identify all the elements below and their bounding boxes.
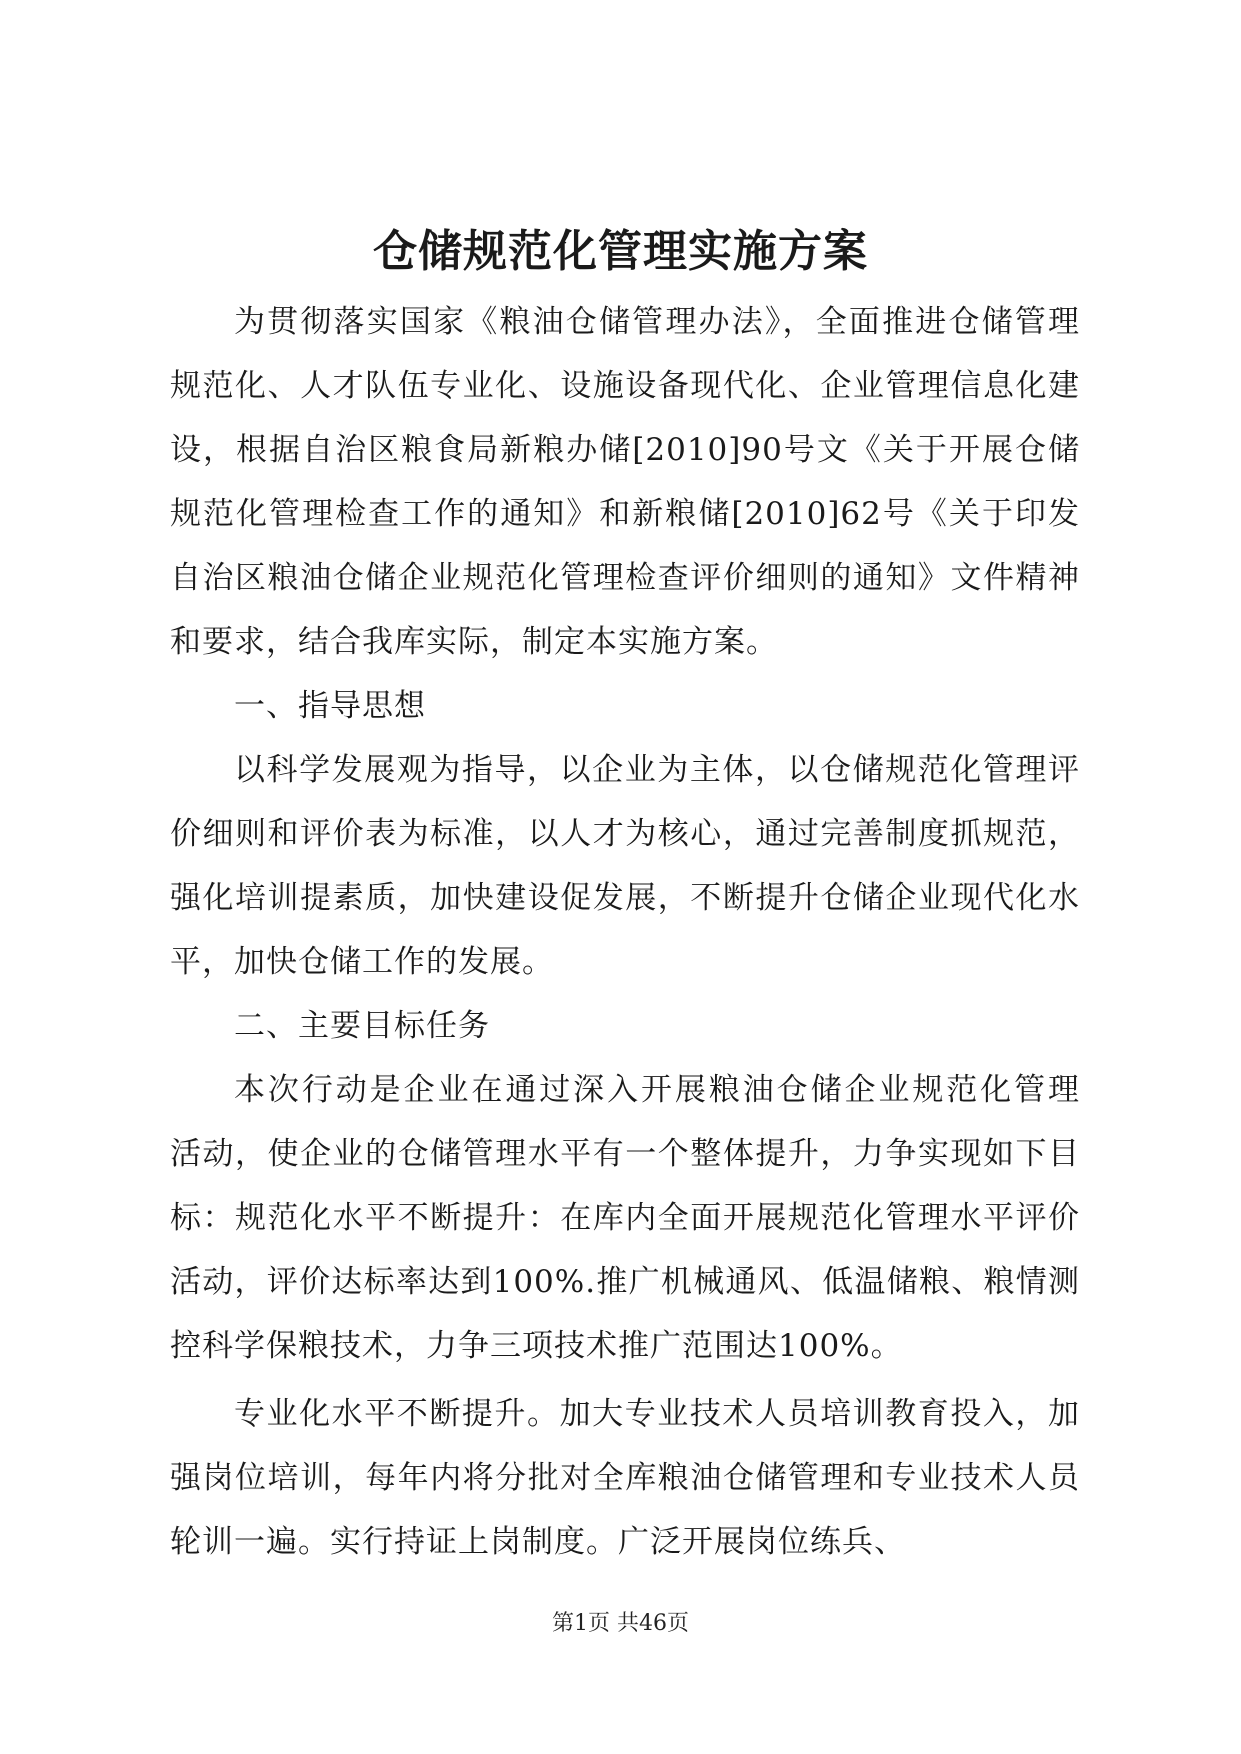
text-line: 专业化水平不断提升。加大专业技术人员培训教育投入，加: [234, 1396, 1080, 1432]
document-body: [170, 290, 1080, 1574]
text-line: 以科学发展观为指导，以企业为主体，以仓储规范化管理评: [234, 752, 1080, 788]
text-line: 本次行动是企业在通过深入开展粮油仓储企业规范化管理: [234, 1072, 1080, 1108]
text-line: 自治区粮油仓储企业规范化管理检查评价细则的通知》文件精神: [170, 560, 1080, 596]
page-number-footer: 第1页 共46页: [552, 1611, 689, 1636]
paragraph-main-goals: [170, 1058, 1080, 1378]
text-line: 和要求，结合我库实际，制定本实施方案。: [170, 624, 778, 660]
text-line: 平，加快仓储工作的发展。: [170, 944, 554, 980]
document-title: 仓储规范化管理实施方案: [373, 226, 868, 277]
text-line: 强化培训提素质，加快建设促发展，不断提升仓储企业现代化水: [170, 880, 1080, 916]
text-line: 为贯彻落实国家《粮油仓储管理办法》，全面推进仓储管理: [234, 304, 1080, 340]
paragraph-intro: [170, 290, 1080, 674]
text-line: 价细则和评价表为标准，以人才为核心，通过完善制度抓规范，: [170, 816, 1080, 852]
paragraph-guiding-thought: [170, 738, 1080, 994]
text-line: 规范化、人才队伍专业化、设施设备现代化、企业管理信息化建: [170, 368, 1080, 404]
section-heading-main-goals: 二、主要目标任务: [234, 1008, 490, 1044]
text-line: 标：规范化水平不断提升：在库内全面开展规范化管理水平评价: [170, 1200, 1080, 1236]
text-line: 活动，评价达标率达到100%.推广机械通风、低温储粮、粮情测: [170, 1264, 1080, 1300]
section-heading-guiding-thought: 一、指导思想: [234, 688, 426, 724]
paragraph-professionalization: [170, 1382, 1080, 1574]
text-line: 规范化管理检查工作的通知》和新粮储[2010]62号《关于印发: [170, 496, 1080, 532]
text-line: 活动，使企业的仓储管理水平有一个整体提升，力争实现如下目: [170, 1136, 1080, 1172]
text-line: 设，根据自治区粮食局新粮办储[2010]90号文《关于开展仓储: [170, 432, 1080, 468]
text-line: 控科学保粮技术，力争三项技术推广范围达100%。: [170, 1328, 903, 1364]
text-line: 轮训一遍。实行持证上岗制度。广泛开展岗位练兵、: [170, 1524, 906, 1560]
text-line: 强岗位培训，每年内将分批对全库粮油仓储管理和专业技术人员: [170, 1460, 1080, 1496]
